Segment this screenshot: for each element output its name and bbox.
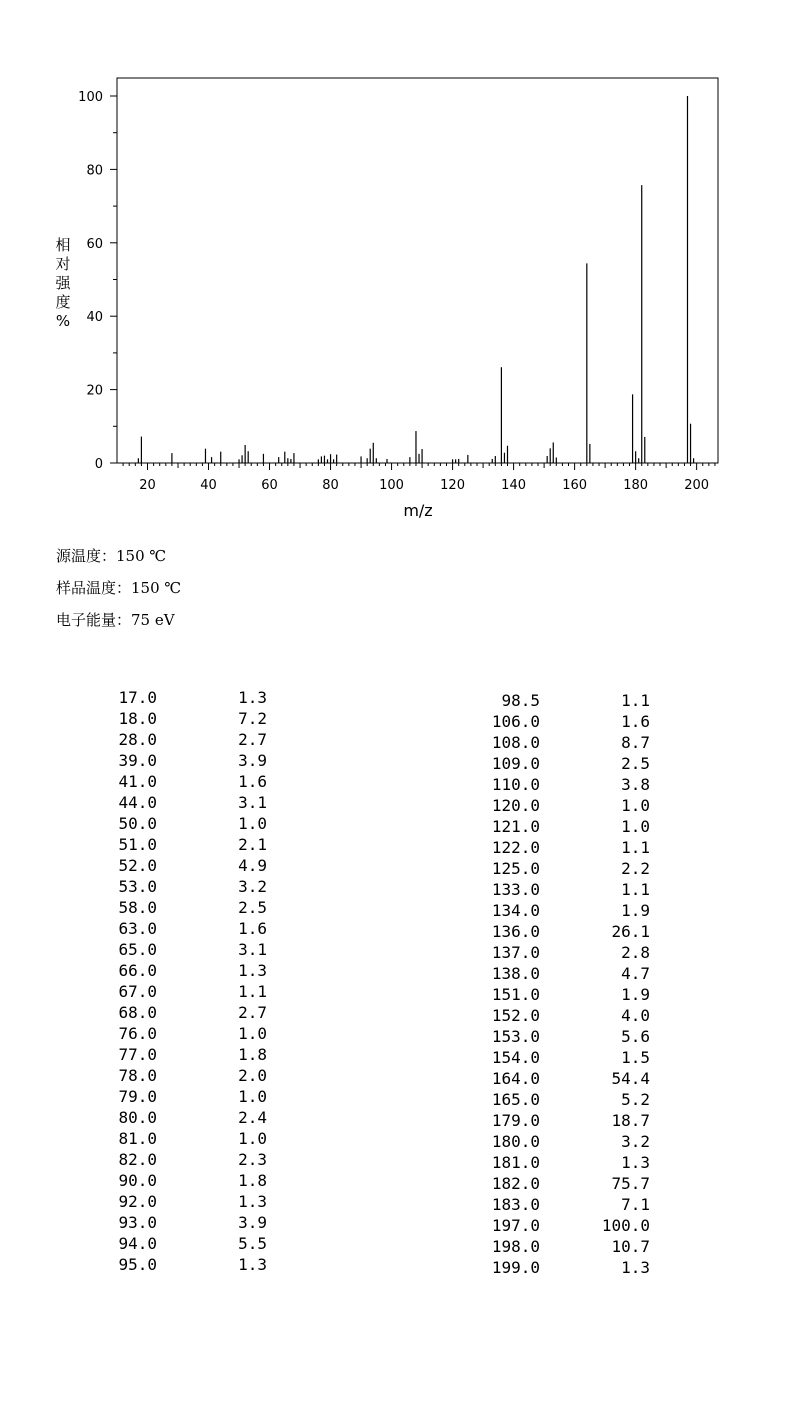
table-row bbox=[100, 877, 280, 898]
mz-value: 152.0 bbox=[491, 1006, 540, 1025]
x-tick-label: 120 bbox=[440, 478, 465, 493]
mz-value: 68.0 bbox=[118, 1003, 157, 1022]
intensity-value: 54.4 bbox=[611, 1069, 650, 1088]
intensity-value: 4.9 bbox=[238, 856, 267, 875]
intensity-value: 75.7 bbox=[611, 1174, 650, 1193]
intensity-value: 2.8 bbox=[621, 943, 650, 962]
table-row bbox=[470, 775, 660, 796]
intensity-value: 2.5 bbox=[621, 754, 650, 773]
intensity-value: 3.1 bbox=[238, 793, 267, 812]
intensity-value: 1.3 bbox=[238, 1192, 267, 1211]
table-row bbox=[100, 1108, 280, 1129]
mz-value: 80.0 bbox=[118, 1108, 157, 1127]
y-tick-label: 100 bbox=[78, 90, 103, 105]
intensity-value: 4.0 bbox=[621, 1006, 650, 1025]
mz-value: 52.0 bbox=[118, 856, 157, 875]
intensity-value: 2.2 bbox=[621, 859, 650, 878]
table-row bbox=[470, 838, 660, 859]
table-row bbox=[470, 985, 660, 1006]
peak-table-left bbox=[100, 688, 280, 1288]
intensity-value: 1.5 bbox=[621, 1048, 650, 1067]
table-row bbox=[100, 793, 280, 814]
table-row bbox=[470, 901, 660, 922]
intensity-value: 1.8 bbox=[238, 1171, 267, 1190]
table-row bbox=[470, 712, 660, 733]
intensity-value: 7.2 bbox=[238, 709, 267, 728]
mz-value: 134.0 bbox=[491, 901, 540, 920]
mz-value: 90.0 bbox=[118, 1171, 157, 1190]
intensity-value: 2.7 bbox=[238, 730, 267, 749]
peak-series bbox=[138, 96, 693, 463]
intensity-value: 1.0 bbox=[238, 814, 267, 833]
mz-value: 164.0 bbox=[491, 1069, 540, 1088]
intensity-value: 1.9 bbox=[621, 901, 650, 920]
x-tick-label: 100 bbox=[379, 478, 404, 493]
mz-value: 197.0 bbox=[491, 1216, 540, 1235]
intensity-value: 3.2 bbox=[238, 877, 267, 896]
intensity-value: 1.1 bbox=[621, 880, 650, 899]
y-tick-label: 20 bbox=[86, 383, 103, 399]
intensity-value: 1.3 bbox=[621, 1153, 650, 1172]
x-tick-label: 80 bbox=[322, 478, 339, 493]
y-tick-label: 60 bbox=[86, 236, 103, 252]
table-row bbox=[100, 1087, 280, 1108]
x-tick-label: 140 bbox=[501, 478, 527, 493]
mz-value: 78.0 bbox=[118, 1066, 157, 1085]
table-row bbox=[100, 772, 280, 793]
table-row bbox=[100, 688, 280, 709]
intensity-value: 5.6 bbox=[621, 1027, 650, 1046]
intensity-value: 1.0 bbox=[238, 1024, 267, 1043]
mz-value: 182.0 bbox=[491, 1174, 540, 1193]
table-row bbox=[100, 856, 280, 877]
intensity-value: 1.0 bbox=[238, 1129, 267, 1148]
table-row bbox=[100, 1234, 280, 1255]
table-row bbox=[470, 733, 660, 754]
table-row bbox=[470, 796, 660, 817]
mz-value: 95.0 bbox=[118, 1255, 157, 1274]
intensity-value: 100.0 bbox=[601, 1216, 650, 1235]
intensity-value: 2.0 bbox=[238, 1066, 267, 1085]
mz-value: 39.0 bbox=[118, 751, 157, 770]
mz-value: 122.0 bbox=[491, 838, 540, 857]
table-row bbox=[100, 751, 280, 772]
intensity-value: 4.7 bbox=[621, 964, 650, 983]
table-row bbox=[100, 1192, 280, 1213]
mz-value: 41.0 bbox=[118, 772, 157, 791]
mz-value: 153.0 bbox=[491, 1027, 540, 1046]
intensity-value: 3.8 bbox=[621, 775, 650, 794]
y-axis-label-char: % bbox=[55, 312, 71, 330]
mz-value: 154.0 bbox=[491, 1048, 540, 1067]
mz-value: 92.0 bbox=[118, 1192, 157, 1211]
table-row bbox=[470, 691, 660, 712]
table-row bbox=[100, 835, 280, 856]
table-row bbox=[470, 1090, 660, 1111]
table-row bbox=[470, 1195, 660, 1216]
mass-spectrum-chart bbox=[0, 0, 794, 530]
mz-value: 82.0 bbox=[118, 1150, 157, 1169]
intensity-value: 1.0 bbox=[238, 1087, 267, 1106]
x-tick-label: 200 bbox=[684, 478, 710, 493]
mz-value: 106.0 bbox=[491, 712, 540, 731]
mz-value: 94.0 bbox=[118, 1234, 157, 1253]
mz-value: 44.0 bbox=[118, 793, 157, 812]
mz-value: 67.0 bbox=[118, 982, 157, 1001]
table-row bbox=[470, 1237, 660, 1258]
mz-value: 183.0 bbox=[491, 1195, 540, 1214]
x-axis-label: m/z bbox=[403, 501, 433, 520]
mz-value: 133.0 bbox=[491, 880, 540, 899]
y-tick-label: 40 bbox=[86, 310, 103, 326]
x-tick-label: 160 bbox=[562, 478, 588, 493]
intensity-value: 1.0 bbox=[621, 796, 650, 815]
mz-value: 63.0 bbox=[118, 919, 157, 938]
mz-value: 65.0 bbox=[118, 940, 157, 959]
table-row bbox=[100, 730, 280, 751]
mz-value: 125.0 bbox=[491, 859, 540, 878]
table-row bbox=[470, 754, 660, 775]
intensity-value: 8.7 bbox=[621, 733, 650, 752]
mz-value: 180.0 bbox=[491, 1132, 540, 1151]
table-row bbox=[470, 943, 660, 964]
intensity-value: 2.4 bbox=[238, 1108, 267, 1127]
electron-energy: 电子能量：75 eV bbox=[56, 611, 175, 629]
intensity-value: 10.7 bbox=[611, 1237, 650, 1256]
intensity-value: 1.3 bbox=[238, 961, 267, 980]
intensity-value: 7.1 bbox=[621, 1195, 650, 1214]
mz-value: 76.0 bbox=[118, 1024, 157, 1043]
x-tick-label: 180 bbox=[623, 478, 649, 493]
intensity-value: 3.9 bbox=[238, 1213, 267, 1232]
intensity-value: 1.0 bbox=[621, 817, 650, 836]
sample-temperature: 样品温度：150 ℃ bbox=[56, 579, 182, 597]
table-row bbox=[470, 880, 660, 901]
table-row bbox=[470, 922, 660, 943]
mz-value: 136.0 bbox=[491, 922, 540, 941]
table-row bbox=[100, 1171, 280, 1192]
table-row bbox=[100, 814, 280, 835]
mz-value: 151.0 bbox=[491, 985, 540, 1004]
source-temperature: 源温度：150 ℃ bbox=[56, 547, 167, 565]
x-tick-label: 20 bbox=[139, 478, 156, 493]
table-row bbox=[100, 1024, 280, 1045]
y-axis-label-char: 强 bbox=[55, 274, 71, 292]
mz-value: 58.0 bbox=[118, 898, 157, 917]
y-axis bbox=[78, 90, 117, 472]
y-axis-label-char: 度 bbox=[55, 293, 71, 311]
mz-value: 137.0 bbox=[491, 943, 540, 962]
table-row bbox=[470, 859, 660, 880]
mz-value: 28.0 bbox=[118, 730, 157, 749]
mz-value: 66.0 bbox=[118, 961, 157, 980]
mz-value: 181.0 bbox=[491, 1153, 540, 1172]
table-row bbox=[470, 1174, 660, 1195]
intensity-value: 3.2 bbox=[621, 1132, 650, 1151]
intensity-value: 1.1 bbox=[621, 838, 650, 857]
table-row bbox=[470, 1069, 660, 1090]
intensity-value: 18.7 bbox=[611, 1111, 650, 1130]
mz-value: 138.0 bbox=[491, 964, 540, 983]
y-axis-label bbox=[55, 236, 71, 330]
intensity-value: 26.1 bbox=[611, 922, 650, 941]
intensity-value: 3.9 bbox=[238, 751, 267, 770]
y-axis-label-char: 对 bbox=[55, 255, 71, 273]
intensity-value: 2.3 bbox=[238, 1150, 267, 1169]
y-axis-label-char: 相 bbox=[55, 236, 71, 254]
y-tick-label: 0 bbox=[94, 457, 103, 472]
plot-frame bbox=[117, 78, 718, 463]
table-row bbox=[100, 709, 280, 730]
mz-value: 109.0 bbox=[491, 754, 540, 773]
intensity-value: 1.1 bbox=[238, 982, 267, 1001]
table-row bbox=[100, 898, 280, 919]
table-row bbox=[470, 1048, 660, 1069]
table-row bbox=[100, 982, 280, 1003]
mz-value: 121.0 bbox=[491, 817, 540, 836]
x-axis bbox=[123, 463, 715, 493]
mz-value: 93.0 bbox=[118, 1213, 157, 1232]
table-row bbox=[100, 1066, 280, 1087]
mz-value: 50.0 bbox=[118, 814, 157, 833]
table-row bbox=[100, 1255, 280, 1276]
mz-value: 51.0 bbox=[118, 835, 157, 854]
table-row bbox=[470, 1258, 660, 1279]
table-row bbox=[100, 1213, 280, 1234]
table-row bbox=[100, 1129, 280, 1150]
table-row bbox=[470, 1027, 660, 1048]
mz-value: 81.0 bbox=[118, 1129, 157, 1148]
mz-value: 53.0 bbox=[118, 877, 157, 896]
intensity-value: 3.1 bbox=[238, 940, 267, 959]
intensity-value: 1.9 bbox=[621, 985, 650, 1004]
table-row bbox=[100, 940, 280, 961]
table-row bbox=[100, 961, 280, 982]
mz-value: 110.0 bbox=[491, 775, 540, 794]
table-row bbox=[100, 919, 280, 940]
mz-value: 98.5 bbox=[501, 691, 540, 710]
mz-value: 79.0 bbox=[118, 1087, 157, 1106]
intensity-value: 5.5 bbox=[238, 1234, 267, 1253]
mz-value: 108.0 bbox=[491, 733, 540, 752]
intensity-value: 1.1 bbox=[621, 691, 650, 710]
mz-value: 198.0 bbox=[491, 1237, 540, 1256]
x-tick-label: 60 bbox=[261, 478, 278, 493]
table-row bbox=[470, 964, 660, 985]
x-tick-label: 40 bbox=[200, 478, 217, 493]
table-row bbox=[470, 1132, 660, 1153]
intensity-value: 1.3 bbox=[238, 688, 267, 707]
table-row bbox=[470, 1006, 660, 1027]
mz-value: 17.0 bbox=[118, 688, 157, 707]
mz-value: 18.0 bbox=[118, 709, 157, 728]
mz-value: 179.0 bbox=[491, 1111, 540, 1130]
table-row bbox=[470, 1111, 660, 1132]
intensity-value: 1.3 bbox=[238, 1255, 267, 1274]
intensity-value: 1.6 bbox=[621, 712, 650, 731]
table-row bbox=[470, 1153, 660, 1174]
mz-value: 77.0 bbox=[118, 1045, 157, 1064]
peak-table-right bbox=[470, 691, 660, 1291]
intensity-value: 5.2 bbox=[621, 1090, 650, 1109]
intensity-value: 2.7 bbox=[238, 1003, 267, 1022]
intensity-value: 2.5 bbox=[238, 898, 267, 917]
intensity-value: 1.6 bbox=[238, 772, 267, 791]
table-row bbox=[470, 817, 660, 838]
table-row bbox=[100, 1003, 280, 1024]
table-row bbox=[100, 1045, 280, 1066]
table-row bbox=[100, 1150, 280, 1171]
intensity-value: 1.6 bbox=[238, 919, 267, 938]
mz-value: 120.0 bbox=[491, 796, 540, 815]
intensity-value: 2.1 bbox=[238, 835, 267, 854]
table-row bbox=[470, 1216, 660, 1237]
intensity-value: 1.3 bbox=[621, 1258, 650, 1277]
mz-value: 165.0 bbox=[491, 1090, 540, 1109]
intensity-value: 1.8 bbox=[238, 1045, 267, 1064]
y-tick-label: 80 bbox=[86, 163, 103, 179]
mz-value: 199.0 bbox=[491, 1258, 540, 1277]
